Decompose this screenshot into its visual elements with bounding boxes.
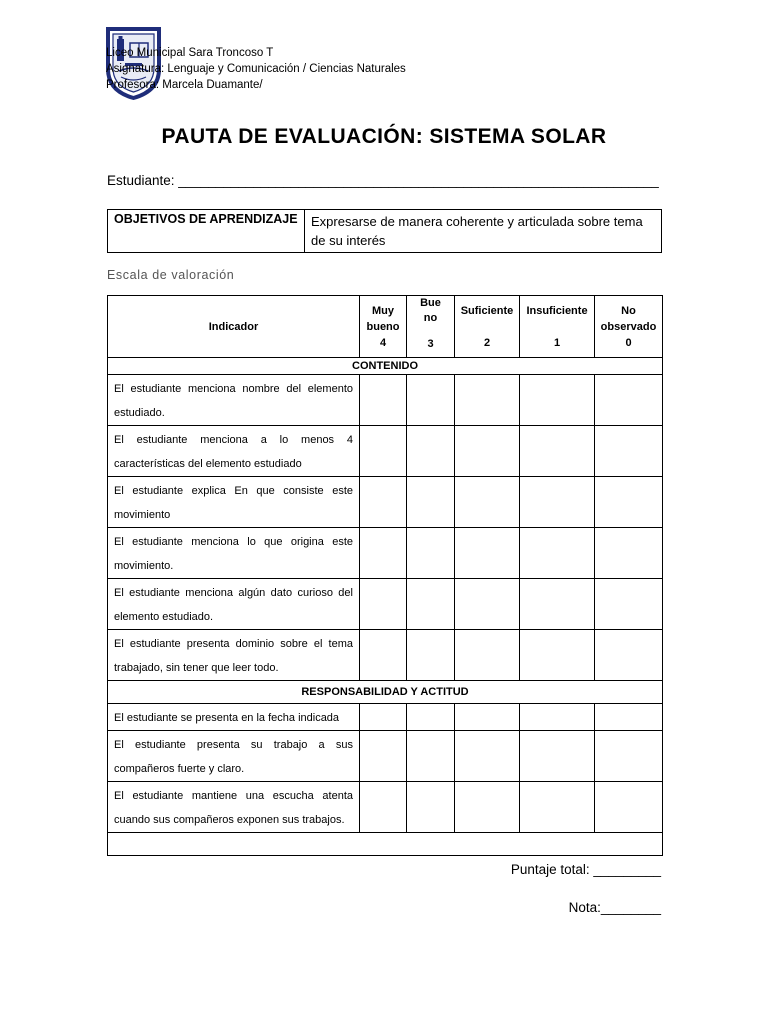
score-cell [595,579,663,630]
blank-row [108,833,663,856]
scale-title: Escala de valoración [107,268,235,282]
score-cell [595,375,663,426]
score-cell [360,528,407,579]
score-cell [360,477,407,528]
score-cell [455,528,520,579]
grade-field: Nota:________ [568,900,661,915]
indicator-row: El estudiante menciona nombre del elemento estudiado. [108,375,360,426]
score-cell [407,375,455,426]
header-suficiente: Suficiente 2 [455,296,520,358]
score-cell [360,375,407,426]
page-title: PAUTA DE EVALUACIÓN: SISTEMA SOLAR [161,125,607,148]
score-cell [360,630,407,681]
score-cell [455,477,520,528]
school-name: Liceo Municipal Sara Troncoso T [106,47,274,59]
score-cell [455,704,520,731]
score-cell [595,528,663,579]
header-indicator: Indicador [108,296,360,358]
score-cell [520,704,595,731]
indicator-row: El estudiante mantiene una escucha atenta cuando sus compañeros exponen sus trabajos. [108,782,360,833]
indicator-row: El estudiante presenta su trabajo a sus compañeros fuerte y claro. [108,731,360,782]
objectives-text: Expresarse de manera coherente y articulada sobre tema de su interés [305,210,662,253]
score-cell [455,375,520,426]
score-cell [595,704,663,731]
indicator-row: El estudiante menciona a lo menos 4 características del elemento estudiado [108,426,360,477]
score-cell [360,704,407,731]
header-bueno: Bueno 3 [407,296,455,358]
objectives-table [107,209,662,253]
section-attitude: RESPONSABILIDAD Y ACTITUD [108,681,663,704]
score-cell [455,579,520,630]
indicator-row: El estudiante menciona lo que origina este movimiento. [108,528,360,579]
header-no-observado: No observado 0 [595,296,663,358]
score-cell [455,731,520,782]
score-cell [520,630,595,681]
document-header [106,45,406,93]
score-cell [595,782,663,833]
indicator-row: El estudiante presenta dominio sobre el tema trabajado, sin tener que leer todo. [108,630,360,681]
score-cell [360,782,407,833]
indicator-row: El estudiante explica En que consiste este movimiento [108,477,360,528]
total-score-field: Puntaje total: _________ [510,862,661,877]
indicator-row: El estudiante se presenta en la fecha indicada [108,704,360,731]
score-cell [455,630,520,681]
score-cell [520,528,595,579]
header-muy-bueno: Muy bueno 4 [360,296,407,358]
score-cell [595,477,663,528]
score-cell [455,782,520,833]
score-cell [520,426,595,477]
score-cell [520,782,595,833]
score-cell [595,426,663,477]
student-field: Estudiante: ________________________________________________________________ [107,173,659,188]
teacher-line: Profesora: Marcela Duamante/ [106,79,263,91]
score-cell [455,426,520,477]
score-cell [595,731,663,782]
score-cell [407,731,455,782]
score-cell [520,375,595,426]
score-cell [407,782,455,833]
header-insuficiente: Insuficiente 1 [520,296,595,358]
section-content: CONTENIDO [108,358,663,375]
subject-line: Asignatura: Lenguaje y Comunicación / Ciencias Naturales [106,63,406,75]
score-cell [520,477,595,528]
score-cell [407,630,455,681]
score-cell [407,477,455,528]
rubric-table [107,295,663,856]
score-cell [407,528,455,579]
indicator-row: El estudiante menciona algún dato curioso del elemento estudiado. [108,579,360,630]
score-cell [407,426,455,477]
score-cell [407,579,455,630]
score-cell [360,426,407,477]
score-cell [407,704,455,731]
score-cell [520,579,595,630]
score-cell [595,630,663,681]
score-cell [360,579,407,630]
score-cell [520,731,595,782]
score-cell [360,731,407,782]
objectives-label: OBJETIVOS DE APRENDIZAJE [108,210,305,253]
